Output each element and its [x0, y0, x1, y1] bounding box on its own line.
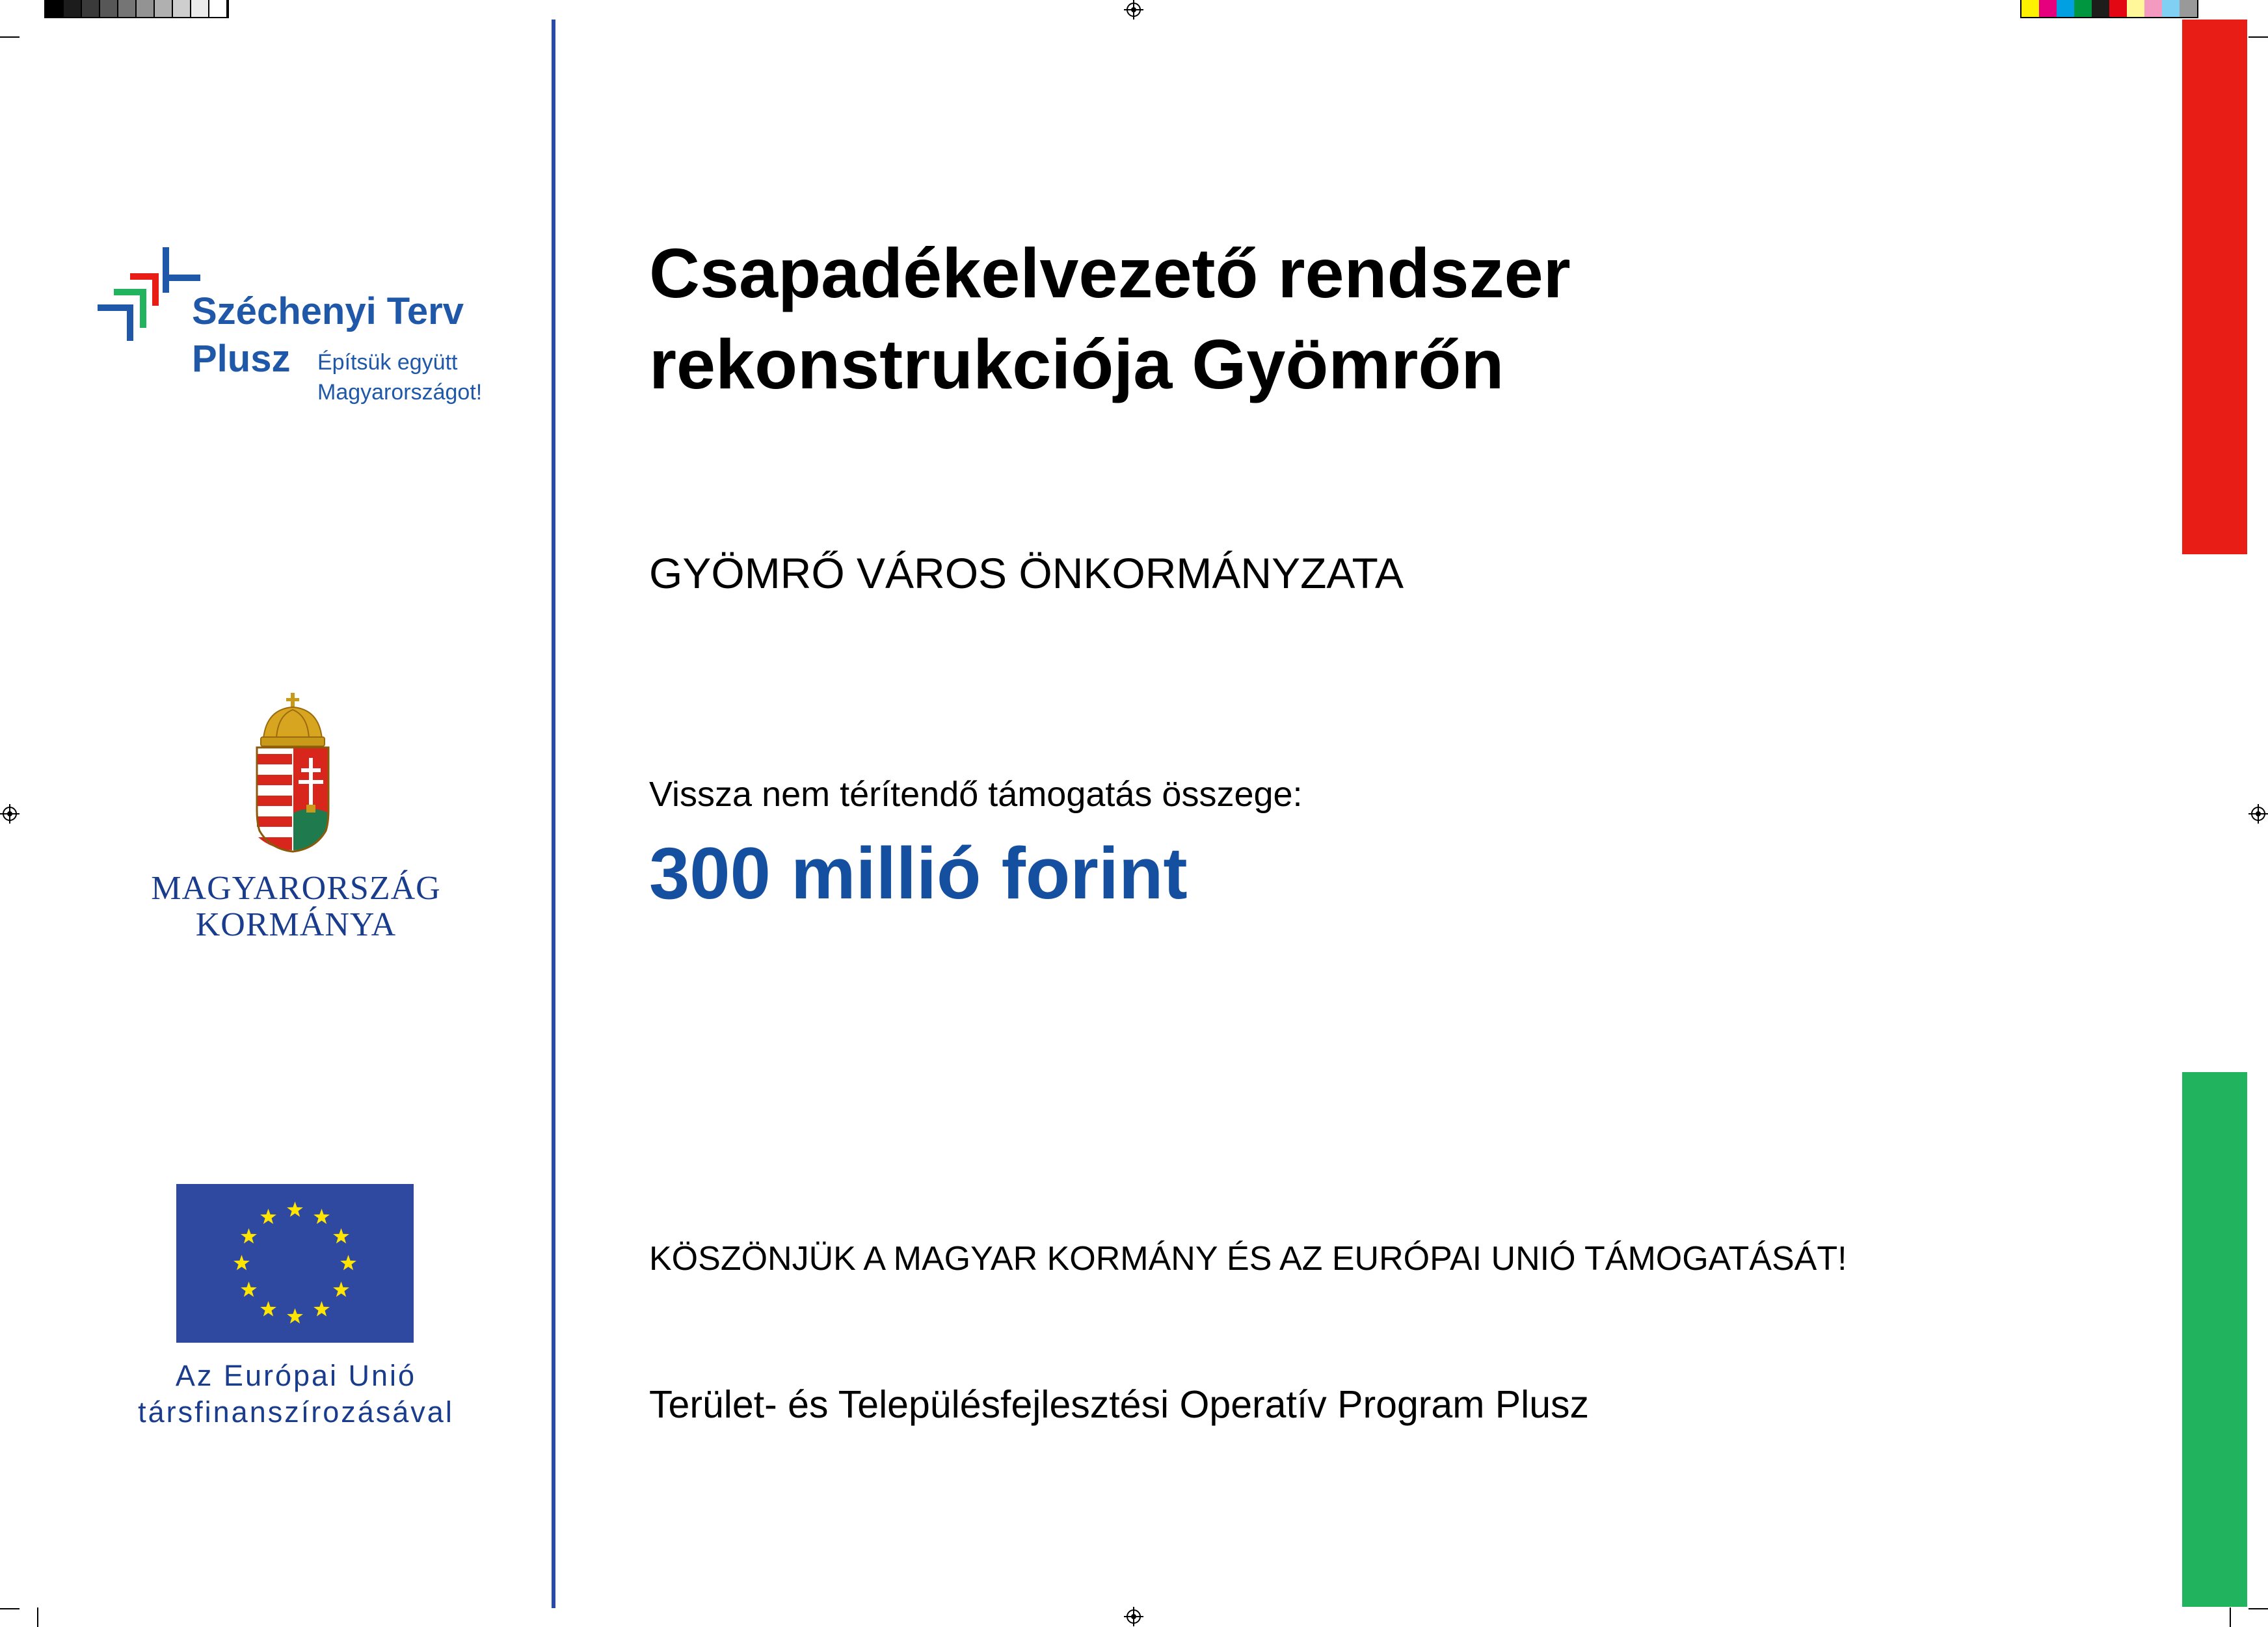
color-swatch: [2144, 0, 2162, 17]
color-swatch: [2127, 0, 2144, 17]
project-title: [649, 228, 1571, 410]
crop-mark: [0, 36, 20, 38]
government-line: KORMÁNYA: [195, 906, 397, 943]
title-line: Csapadékelvezető rendszer: [649, 234, 1571, 312]
registration-mark-icon: [1127, 3, 1141, 17]
support-amount-label: Vissza nem térítendő támogatás összege:: [649, 775, 1303, 814]
vertical-divider: [552, 20, 555, 1608]
government-logo-text: [104, 870, 488, 943]
gray-swatch: [209, 0, 228, 17]
crop-mark: [2248, 1608, 2268, 1609]
color-swatch: [2109, 0, 2127, 17]
hungarian-coat-of-arms-icon: [250, 693, 335, 862]
registration-mark-icon: [3, 807, 17, 821]
color-swatch: [2092, 0, 2109, 17]
grayscale-calibration-strip: [44, 0, 229, 18]
crop-mark: [2230, 1607, 2231, 1627]
gray-swatch: [64, 0, 82, 17]
gray-swatch: [173, 0, 191, 17]
gray-swatch: [46, 0, 64, 17]
color-swatch: [2021, 0, 2039, 17]
registration-mark-icon: [1127, 1609, 1141, 1624]
eu-flag-icon: [176, 1184, 414, 1343]
green-flag-bar: [2182, 1072, 2247, 1607]
color-swatch: [2057, 0, 2074, 17]
slogan-line: Magyarországot!: [317, 380, 483, 405]
szechenyi-logo-slogan: [317, 347, 482, 407]
color-swatch: [2180, 0, 2197, 17]
eu-line: társfinanszírozásával: [138, 1395, 454, 1429]
gray-swatch: [137, 0, 155, 17]
gray-swatch: [118, 0, 137, 17]
eu-line: Az Európai Unió: [175, 1359, 417, 1392]
color-swatch: [2039, 0, 2057, 17]
gray-swatch: [82, 0, 100, 17]
title-line: rekonstrukciója Gyömrőn: [649, 325, 1504, 403]
red-flag-bar: [2182, 20, 2247, 554]
szechenyi-logo-plusz: Plusz: [192, 338, 291, 380]
szechenyi-logo-title: Széchenyi Terv: [192, 290, 464, 332]
color-swatch: [2074, 0, 2092, 17]
gray-swatch: [100, 0, 118, 17]
crop-mark: [37, 1607, 38, 1627]
eu-logo-text: [98, 1358, 494, 1431]
crop-mark: [0, 1608, 20, 1609]
color-swatch: [2162, 0, 2180, 17]
color-calibration-strip: [2020, 0, 2198, 18]
registration-mark-icon: [2251, 807, 2265, 821]
gray-swatch: [155, 0, 173, 17]
thanks-message: KÖSZÖNJÜK A MAGYAR KORMÁNY ÉS AZ EURÓPAI UNIÓ TÁMOGATÁSÁT!: [649, 1240, 1847, 1278]
support-amount-value: 300 millió forint: [649, 833, 1188, 914]
gray-swatch: [191, 0, 209, 17]
government-line: MAGYARORSZÁG: [151, 870, 441, 907]
crop-mark: [2248, 36, 2268, 38]
beneficiary-name: GYÖMRŐ VÁROS ÖNKORMÁNYZATA: [649, 549, 1404, 597]
slogan-line: Építsük együtt: [317, 350, 458, 375]
program-name: Terület- és Településfejlesztési Operatív Program Plusz: [649, 1383, 1590, 1426]
